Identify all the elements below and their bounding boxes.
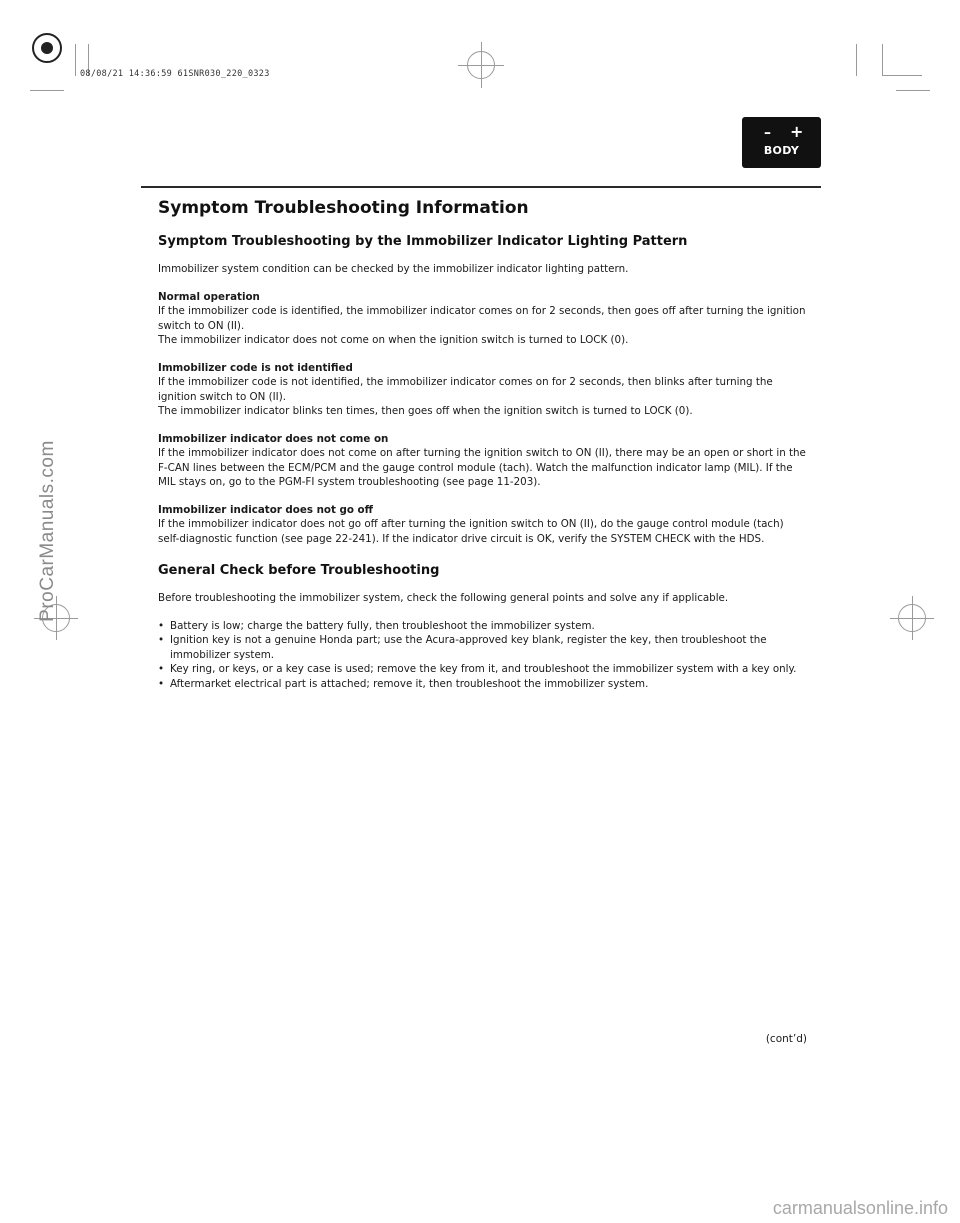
crop-mark [458, 65, 504, 66]
page-title: Symptom Troubleshooting Information [158, 198, 529, 218]
subheading-indicator-not-come-on: Immobilizer indicator does not come on [158, 432, 389, 445]
subheading-code-not-identified: Immobilizer code is not identified [158, 361, 353, 374]
crop-mark [856, 44, 857, 76]
crop-mark [882, 44, 883, 76]
general-check-list [158, 619, 808, 692]
crop-mark [896, 90, 930, 91]
section-heading-general-check: General Check before Troubleshooting [158, 563, 440, 578]
paragraph: The immobilizer indicator blinks ten times, then goes off when the ignition switch is turned to LOCK (0). [158, 405, 693, 417]
paragraph: If the immobilizer code is identified, the immobilizer indicator comes on for 2 seconds, then goes off after turning the ignition switch to ON (II). [158, 305, 806, 332]
section-intro: Immobilizer system condition can be checked by the immobilizer indicator lighting pattern. [158, 263, 629, 275]
subheading-indicator-not-go-off: Immobilizer indicator does not go off [158, 503, 373, 516]
list-item: • Ignition key is not a genuine Honda part; use the Acura-approved key blank, register the key, then troubleshoot the immobilizer system. [158, 633, 808, 662]
body-section-badge [742, 117, 821, 168]
section-heading-lighting-pattern: Symptom Troubleshooting by the Immobilizer Indicator Lighting Pattern [158, 234, 688, 249]
print-stamp: 08/08/21 14:36:59 61SNR030_220_0323 [80, 69, 270, 79]
section-intro: Before troubleshooting the immobilizer system, check the following general points and solve any if applicable. [158, 592, 729, 604]
page-content [158, 198, 808, 691]
paragraph: The immobilizer indicator does not come on when the ignition switch is turned to LOCK (0). [158, 334, 629, 346]
list-item: • Key ring, or keys, or a key case is used; remove the key from it, and troubleshoot the immobilizer system with a key only. [158, 662, 808, 677]
side-watermark: ProCarManuals.com [37, 440, 58, 622]
list-item: • Battery is low; charge the battery fully, then troubleshoot the immobilizer system. [158, 619, 808, 634]
battery-plus-icon: + [790, 122, 804, 141]
battery-minus-icon: – [764, 125, 771, 141]
paragraph: If the immobilizer indicator does not go off after turning the ignition switch to ON (II), do the gauge control module (tach) self-diagnostic function (see page 22-241). If the indicator drive circuit is OK, verify the SYSTEM CHECK with the HDS. [158, 518, 784, 545]
paragraph: If the immobilizer code is not identified, the immobilizer indicator comes on for 2 seconds, then blinks after turning the ignition switch to ON (II). [158, 376, 773, 403]
subheading-normal-operation: Normal operation [158, 290, 260, 303]
paragraph: If the immobilizer indicator does not come on after turning the ignition switch to ON (II), there may be an open or short in the F-CAN lines between the ECM/PCM and the gauge control module (tach). Watch the malfunction indicator lamp (MIL). If the MIL stays on, go to the PGM-FI system troubleshooting (see page 11-203). [158, 447, 806, 488]
header-rule [141, 186, 821, 188]
continued-note: (cont’d) [765, 1033, 807, 1045]
crop-mark [890, 618, 934, 619]
crop-mark [75, 44, 76, 76]
list-item: • Aftermarket electrical part is attached; remove it, then troubleshoot the immobilizer system. [158, 677, 808, 692]
footer-watermark: carmanualsonline.info [772, 1198, 948, 1218]
registration-mark-top-left [32, 33, 62, 63]
badge-label: BODY [763, 144, 800, 157]
crop-mark [30, 90, 64, 91]
crop-mark [882, 75, 922, 76]
